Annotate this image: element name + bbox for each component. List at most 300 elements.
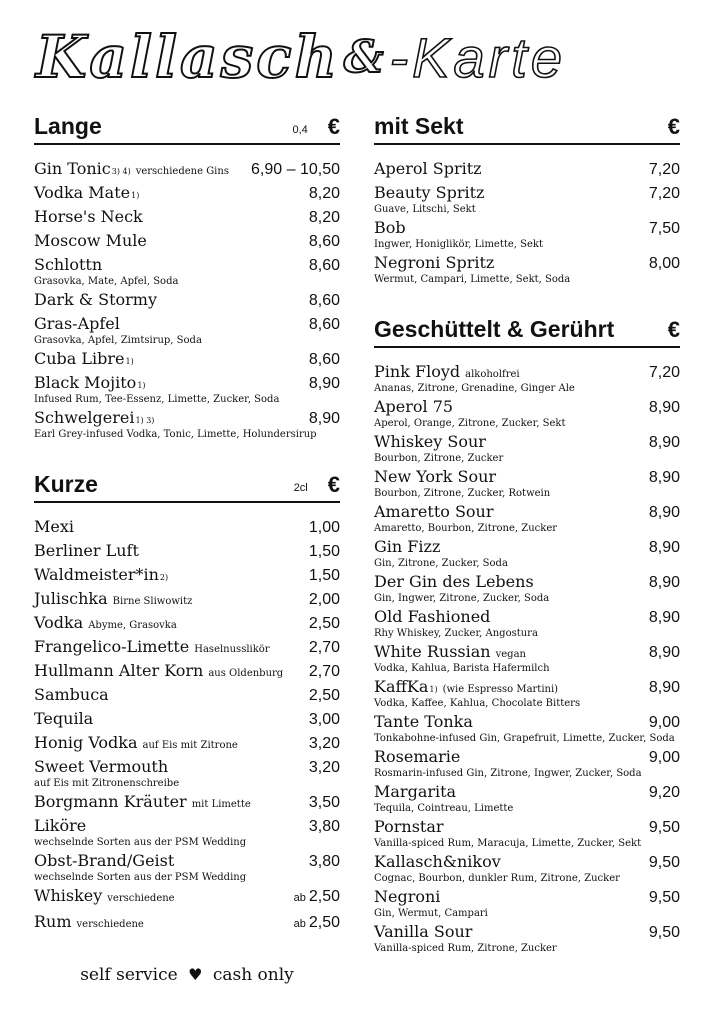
item-name: White Russian (374, 642, 491, 661)
menu-item-line (374, 501, 680, 523)
menu-item-line (34, 588, 340, 610)
item-price-wrap (309, 589, 340, 610)
menu-item-line (34, 612, 340, 634)
menu-item-line (374, 746, 680, 768)
menu-item-line (374, 921, 680, 943)
item-price: 3,50 (308, 794, 340, 811)
item-price-wrap (649, 712, 680, 733)
right-column (374, 112, 680, 984)
menu-item (34, 372, 340, 405)
item-name: Sambuca (34, 685, 109, 704)
item-name: Rosemarie (374, 747, 461, 766)
item-description: Vanilla-spiced Rum, Zitrone, Zucker (374, 943, 557, 954)
currency-symbol: € (327, 114, 340, 139)
menu-item-line (374, 361, 680, 383)
section-kurze (34, 470, 340, 935)
item-name: Der Gin des Lebens (374, 572, 534, 591)
item-price: 2,50 (308, 687, 340, 704)
menu-item (374, 571, 680, 604)
item-note: verschiedene Gins (135, 166, 229, 177)
item-name: Hullmann Alter Korn (34, 661, 204, 680)
menu-item-line (34, 254, 340, 276)
item-name: Julischka (34, 589, 108, 608)
item-price-wrap (309, 207, 340, 228)
left-column (34, 112, 340, 965)
item-description: Cognac, Bourbon, dunkler Rum, Zitrone, Zucker (374, 873, 620, 884)
item-note: Haselnusslikör (194, 644, 270, 655)
menu-item-line (34, 636, 340, 658)
currency-symbol: € (327, 472, 340, 497)
item-price-wrap (309, 314, 340, 335)
item-name: Schlottn (34, 255, 103, 274)
item-price-wrap (649, 362, 680, 383)
item-note: vegan (495, 649, 526, 660)
item-description: Bourbon, Zitrone, Zucker (374, 453, 504, 464)
item-price: 8,90 (648, 469, 680, 486)
item-footnote: 2) (159, 573, 169, 582)
menu-item-line (34, 708, 340, 730)
item-name: Pornstar (374, 817, 444, 836)
menu-item (34, 612, 340, 634)
menu-item-line (374, 676, 680, 698)
menu-item-line (374, 217, 680, 239)
item-footnote: 1) (429, 685, 438, 694)
item-description: wechselnde Sorten aus der PSM Wedding (34, 872, 247, 883)
menu-item-line (34, 289, 340, 311)
item-price-wrap (309, 231, 340, 252)
heart-icon: ♥ (188, 965, 203, 984)
item-price-wrap (649, 159, 680, 180)
item-price-wrap (309, 290, 340, 311)
item-description: Grasovka, Apfel, Zimtsirup, Soda (34, 335, 202, 346)
item-footnote: 3) 4) (111, 167, 131, 176)
item-price-wrap (309, 517, 340, 538)
item-name: Berliner Luft (34, 541, 139, 560)
menu-item-line (34, 564, 340, 586)
menu-item-line (34, 660, 340, 682)
item-price-wrap (649, 817, 680, 838)
section-header (374, 315, 680, 348)
item-price: 2,70 (308, 663, 340, 680)
item-name: Waldmeister*in (34, 565, 159, 584)
menu-item-line (34, 407, 340, 429)
item-name: Whiskey (34, 886, 103, 905)
item-name: Negroni (374, 887, 441, 906)
menu-item (374, 606, 680, 639)
menu-item (374, 851, 680, 884)
item-price-wrap (309, 373, 340, 394)
item-price: 6,90 – 10,50 (251, 161, 340, 178)
item-price: 8,90 (648, 609, 680, 626)
section-geschuettelt-geruehrt (374, 315, 680, 954)
item-name: Obst-Brand/Geist (34, 851, 175, 870)
item-name: Vodka Mate (34, 183, 131, 202)
item-price: 3,00 (308, 711, 340, 728)
item-price: 1,50 (308, 543, 340, 560)
menu-item (374, 182, 680, 215)
item-name: Schwelgerei (34, 408, 135, 427)
item-price-wrap (309, 792, 340, 813)
item-price: 8,90 (648, 434, 680, 451)
item-price-wrap (649, 782, 680, 803)
item-price: 8,20 (308, 209, 340, 226)
item-price: 8,60 (308, 292, 340, 309)
menu-item-line (374, 466, 680, 488)
item-name: Rum (34, 912, 72, 931)
section-header (34, 470, 340, 503)
item-name: Bob (374, 218, 406, 237)
menu-item-line (34, 756, 340, 778)
item-note: alkoholfrei (465, 369, 520, 380)
item-price-wrap (309, 733, 340, 754)
item-price: 2,50 (308, 914, 340, 931)
menu-item-line (34, 182, 340, 204)
menu-item-line (34, 158, 340, 180)
item-name: Aperol 75 (374, 397, 454, 416)
menu-item (34, 885, 340, 909)
item-price: 8,60 (308, 257, 340, 274)
menu-item (34, 540, 340, 562)
item-price: 1,00 (308, 519, 340, 536)
item-price-wrap (294, 886, 340, 909)
section-volume: 2cl (293, 482, 308, 494)
item-note: auf Eis mit Zitrone (142, 740, 238, 751)
item-price: 8,00 (648, 255, 680, 272)
item-price: 9,50 (648, 819, 680, 836)
menu-item-line (374, 182, 680, 204)
item-description: Guave, Litschi, Sekt (374, 204, 476, 215)
item-price: 8,90 (308, 375, 340, 392)
item-description: Amaretto, Bourbon, Zitrone, Zucker (374, 523, 558, 534)
item-price: 8,60 (308, 351, 340, 368)
item-note: Abyme, Grasovka (88, 620, 177, 631)
menu-item-line (34, 911, 340, 935)
item-name: KaffKa (374, 677, 429, 696)
menu-item (34, 588, 340, 610)
menu-item-line (374, 536, 680, 558)
item-price-wrap (649, 537, 680, 558)
item-name: Frangelico-Limette (34, 637, 190, 656)
menu-item-line (34, 732, 340, 754)
item-price: 3,20 (308, 735, 340, 752)
section-title: Geschüttelt & Gerührt (374, 316, 615, 342)
item-price-wrap (251, 159, 340, 180)
item-price: 3,80 (308, 818, 340, 835)
item-price: 8,90 (648, 504, 680, 521)
item-name: Margarita (374, 782, 457, 801)
item-price-wrap (649, 922, 680, 943)
item-description: Rhy Whiskey, Zucker, Angostura (374, 628, 538, 639)
item-price-wrap (309, 613, 340, 634)
item-name: Gin Fizz (374, 537, 441, 556)
item-price: 9,50 (648, 924, 680, 941)
menu-item-line (374, 158, 680, 180)
menu-item (34, 684, 340, 706)
section-title: Lange (34, 113, 102, 139)
item-price-wrap (649, 183, 680, 204)
price-prefix: ab (293, 892, 306, 904)
item-price: 8,90 (648, 574, 680, 591)
item-description: Tequila, Cointreau, Limette (374, 803, 514, 814)
price-prefix: ab (293, 918, 306, 930)
item-description: auf Eis mit Zitronenschreibe (34, 778, 180, 789)
menu-title (36, 22, 696, 92)
item-description: Vanilla-spiced Rum, Maracuja, Limette, Zucker, Sekt (374, 838, 642, 849)
menu-item (34, 206, 340, 228)
item-description: Vodka, Kahlua, Barista Hafermilch (374, 663, 550, 674)
item-price-wrap (649, 677, 680, 698)
item-description: Ingwer, Honiglikör, Limette, Sekt (374, 239, 544, 250)
menu-item (34, 815, 340, 848)
item-price: 9,50 (648, 854, 680, 871)
cash-only-label: cash only (212, 965, 294, 985)
brand-suffix: -Karte (389, 25, 567, 89)
menu-item (34, 564, 340, 586)
item-note: verschiedene (76, 919, 144, 930)
section-lange (34, 112, 340, 440)
item-price: 7,20 (648, 364, 680, 381)
item-name: Sweet Vermouth (34, 757, 169, 776)
menu-item-line (374, 571, 680, 593)
menu-item (374, 711, 680, 744)
item-price: 3,20 (308, 759, 340, 776)
menu-item (374, 816, 680, 849)
item-price-wrap (309, 183, 340, 204)
menu-item (374, 536, 680, 569)
item-description: Bourbon, Zitrone, Zucker, Rotwein (374, 488, 551, 499)
item-price-wrap (309, 816, 340, 837)
menu-item (374, 781, 680, 814)
item-name: Gras-Apfel (34, 314, 120, 333)
item-name: Moscow Mule (34, 231, 147, 250)
menu-item-line (374, 431, 680, 453)
item-note: aus Oldenburg (208, 668, 284, 679)
item-price-wrap (649, 642, 680, 663)
menu-item (374, 361, 680, 394)
item-price: 9,50 (648, 889, 680, 906)
item-price: 8,60 (308, 316, 340, 333)
item-price-wrap (649, 432, 680, 453)
brand-name: Kallasch (36, 23, 340, 91)
footer-notice (34, 965, 340, 985)
menu-item (34, 756, 340, 789)
menu-item-line (374, 711, 680, 733)
item-name: Gin Tonic (34, 159, 111, 178)
section-volume: 0,4 (292, 124, 308, 136)
menu-item-line (34, 313, 340, 335)
item-name: Whiskey Sour (374, 432, 486, 451)
section-header (34, 112, 340, 145)
currency-symbol: € (667, 317, 680, 342)
item-price: 8,60 (308, 233, 340, 250)
menu-item (34, 313, 340, 346)
item-name: Pink Floyd (374, 362, 461, 381)
item-description: Ananas, Zitrone, Grenadine, Ginger Ale (374, 383, 575, 394)
item-price-wrap (309, 709, 340, 730)
item-name: Tequila (34, 709, 94, 728)
menu-item (374, 746, 680, 779)
item-price-wrap (649, 253, 680, 274)
menu-item (374, 466, 680, 499)
menu-item-line (34, 684, 340, 706)
item-price: 8,90 (648, 644, 680, 661)
item-name: Borgmann Kräuter (34, 792, 187, 811)
item-price: 8,90 (648, 539, 680, 556)
item-price: 8,90 (648, 399, 680, 416)
menu-item-line (34, 850, 340, 872)
menu-item-line (34, 206, 340, 228)
item-price-wrap (309, 661, 340, 682)
item-price: 7,20 (648, 161, 680, 178)
item-name: Horse's Neck (34, 207, 143, 226)
item-footnote: 1) (125, 357, 134, 366)
item-price: 8,90 (308, 410, 340, 427)
item-price-wrap (649, 467, 680, 488)
item-description: Aperol, Orange, Zitrone, Zucker, Sekt (374, 418, 566, 429)
item-price-wrap (649, 852, 680, 873)
menu-item (34, 708, 340, 730)
item-price: 3,80 (308, 853, 340, 870)
item-price: 7,50 (648, 220, 680, 237)
item-price-wrap (309, 565, 340, 586)
item-price: 9,00 (648, 714, 680, 731)
menu-item (34, 850, 340, 883)
item-price-wrap (309, 541, 340, 562)
menu-item (34, 732, 340, 754)
menu-item (34, 660, 340, 682)
item-description: Grasovka, Mate, Apfel, Soda (34, 276, 179, 287)
item-price-wrap (649, 887, 680, 908)
menu-item-line (374, 781, 680, 803)
item-price-wrap (649, 397, 680, 418)
item-price-wrap (309, 349, 340, 370)
menu-item (34, 516, 340, 538)
item-price-wrap (294, 912, 340, 935)
menu-item (374, 921, 680, 954)
item-price: 2,50 (308, 888, 340, 905)
item-name: Amaretto Sour (374, 502, 494, 521)
menu-item-line (374, 641, 680, 663)
menu-item-line (34, 540, 340, 562)
item-description: Earl Grey-infused Vodka, Tonic, Limette, Holundersirup (34, 429, 317, 440)
item-name: Liköre (34, 816, 87, 835)
menu-item (34, 254, 340, 287)
menu-item-line (34, 885, 340, 909)
menu-item (34, 158, 340, 180)
menu-item-line (374, 606, 680, 628)
menu-item (374, 501, 680, 534)
item-price-wrap (649, 502, 680, 523)
menu-item-line (34, 791, 340, 813)
item-description: Infused Rum, Tee-Essenz, Limette, Zucker, Soda (34, 394, 280, 405)
item-description: Vodka, Kaffee, Kahlua, Chocolate Bitters (374, 698, 581, 709)
menu-item-line (34, 815, 340, 837)
item-price: 8,90 (648, 679, 680, 696)
menu-item (34, 791, 340, 813)
item-name: Negroni Spritz (374, 253, 495, 272)
item-price-wrap (309, 685, 340, 706)
item-note: mit Limette (191, 799, 251, 810)
menu-item-line (34, 348, 340, 370)
item-price-wrap (309, 851, 340, 872)
item-name: Beauty Spritz (374, 183, 485, 202)
item-description: Gin, Zitrone, Zucker, Soda (374, 558, 508, 569)
item-price: 9,20 (648, 784, 680, 801)
item-description: Wermut, Campari, Limette, Sekt, Soda (374, 274, 571, 285)
item-note: (wie Espresso Martini) (442, 684, 559, 695)
menu-item (374, 676, 680, 709)
menu-item (34, 230, 340, 252)
item-name: Aperol Spritz (374, 159, 482, 178)
menu-item (374, 158, 680, 180)
menu-item (374, 641, 680, 674)
menu-item (34, 407, 340, 440)
item-name: Tante Tonka (374, 712, 473, 731)
menu-item-line (374, 396, 680, 418)
item-name: New York Sour (374, 467, 497, 486)
item-note: Birne Sliwowitz (112, 596, 193, 607)
menu-item (34, 348, 340, 370)
item-price: 9,00 (648, 749, 680, 766)
item-price: 1,50 (308, 567, 340, 584)
section-mit-sekt (374, 112, 680, 285)
item-price: 8,20 (308, 185, 340, 202)
menu-item-line (34, 372, 340, 394)
item-price: 2,70 (308, 639, 340, 656)
item-description: wechselnde Sorten aus der PSM Wedding (34, 837, 247, 848)
menu-item (374, 252, 680, 285)
item-footnote: 1) (137, 381, 146, 390)
menu-item (34, 636, 340, 658)
item-name: Honig Vodka (34, 733, 138, 752)
item-price: 2,50 (308, 615, 340, 632)
menu-item-line (374, 886, 680, 908)
item-description: Gin, Ingwer, Zitrone, Zucker, Soda (374, 593, 550, 604)
item-footnote: 1) (131, 191, 140, 200)
item-name: Vanilla Sour (374, 922, 473, 941)
item-price: 2,00 (308, 591, 340, 608)
menu-item (34, 911, 340, 935)
menu-item (374, 396, 680, 429)
menu-item-line (374, 816, 680, 838)
item-note: verschiedene (107, 893, 175, 904)
item-name: Dark & Stormy (34, 290, 158, 309)
item-name: Mexi (34, 517, 74, 536)
item-description: Rosmarin-infused Gin, Zitrone, Ingwer, Zucker, Soda (374, 768, 642, 779)
section-header (374, 112, 680, 145)
section-title: Kurze (34, 471, 98, 497)
menu-item-line (374, 252, 680, 274)
menu-item-line (374, 851, 680, 873)
item-description: Gin, Wermut, Campari (374, 908, 488, 919)
menu-item-line (34, 516, 340, 538)
brand-ampersand: & (343, 31, 384, 83)
menu-item (374, 886, 680, 919)
item-price-wrap (649, 607, 680, 628)
item-price-wrap (309, 757, 340, 778)
menu-item (374, 431, 680, 464)
item-price-wrap (309, 637, 340, 658)
menu-item-line (34, 230, 340, 252)
menu-item (34, 182, 340, 204)
item-name: Black Mojito (34, 373, 137, 392)
item-price-wrap (309, 408, 340, 429)
item-name: Kallasch&nikov (374, 852, 501, 871)
item-name: Vodka (34, 613, 84, 632)
self-service-label: self service (80, 965, 178, 985)
item-description: Tonkabohne-infused Gin, Grapefruit, Limette, Zucker, Soda (374, 733, 675, 744)
menu-item (34, 289, 340, 311)
